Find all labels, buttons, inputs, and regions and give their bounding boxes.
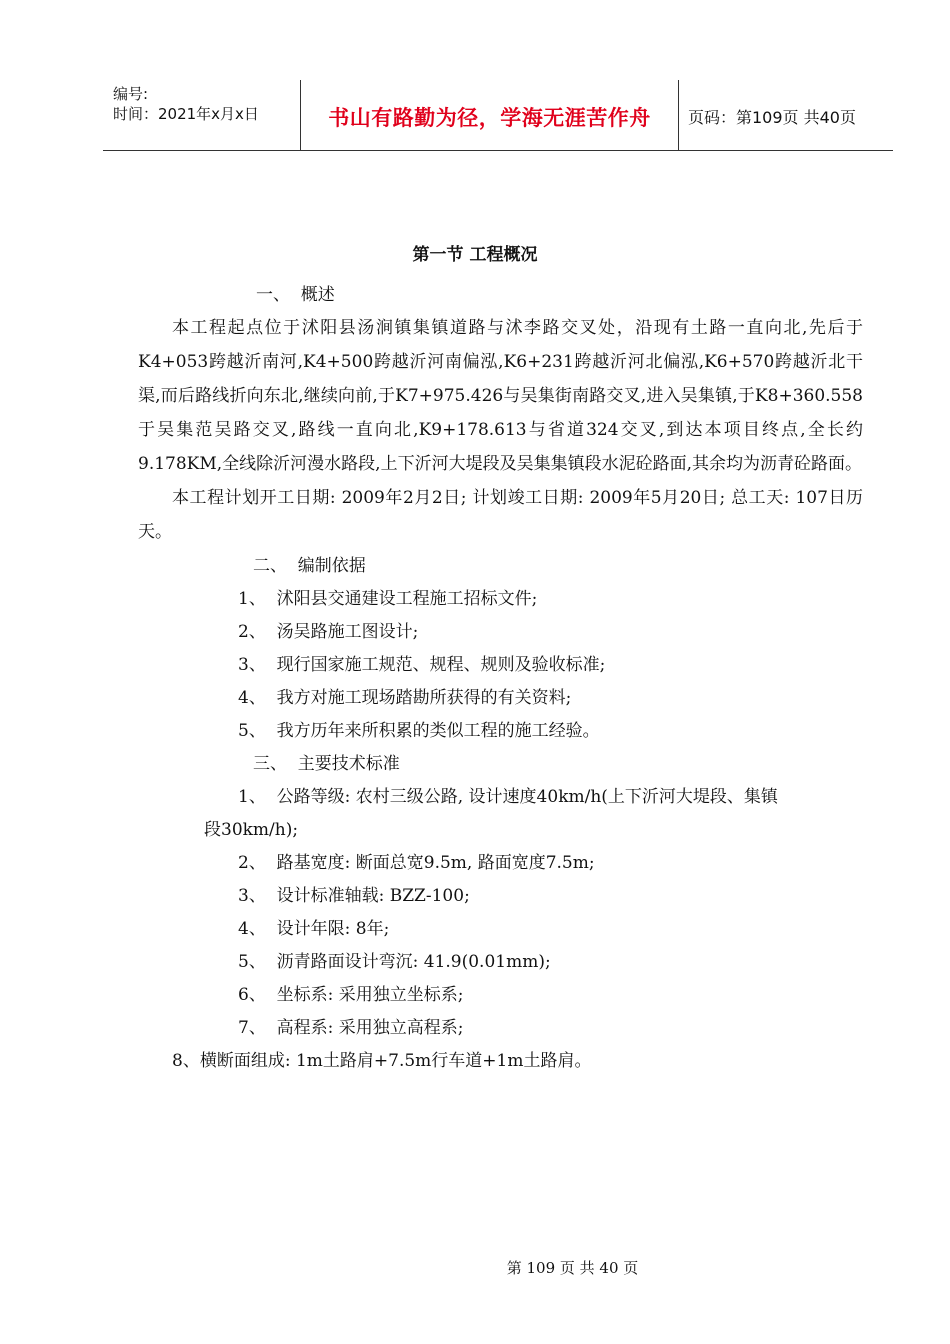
list-item: 1、 公路等级: 农村三级公路, 设计速度40km/h(上下沂河大堤段、集镇	[238, 787, 778, 807]
paragraph: 本工程计划开工日期: 2009年2月2日; 计划竣工日期: 2009年5月20日; 总工天: 107日历天。	[138, 488, 863, 542]
paragraph: 本工程起点位于沭阳县汤涧镇集镇道路与沭李路交叉处，沿现有土路一直向北,先后于K4+053跨越沂南河,K4+500跨越沂河南偏泓,K6+231跨越沂河北偏泓,K6+570跨越沂北干渠,而后路线折向东北,继续向前,于K7+975.426与吴集街南路交叉,进入吴集镇,于K8+360.558于吴集范吴路交叉,路线一直向北,K9+178.613与省道324交叉,到达本项目终点,全长约9.178KM,全线除沂河漫水路段,上下沂河大堤段及吴集集镇段水泥砼路面,其余均为沥青砼路面。	[138, 318, 863, 474]
header-motto: 书山有路勤为径，学海无涯苦作舟	[328, 106, 651, 130]
section-heading: 一、 概述	[256, 285, 335, 305]
section-heading: 二、 编制依据	[253, 556, 366, 576]
list-item: 5、 沥青路面设计弯沉: 41.9(0.01mm);	[238, 952, 551, 972]
list-item: 5、 我方历年来所积累的类似工程的施工经验。	[238, 721, 600, 741]
list-item: 1、 沭阳县交通建设工程施工招标文件;	[238, 589, 538, 609]
list-item: 4、 我方对施工现场踏勘所获得的有关资料;	[238, 688, 572, 708]
list-item: 2、 路基宽度: 断面总宽9.5m, 路面宽度7.5m;	[238, 853, 595, 873]
header-meta	[113, 84, 259, 124]
serial-number-label: 编号:	[113, 85, 149, 103]
document-body	[138, 280, 863, 1077]
list-item: 7、 高程系: 采用独立高程系;	[238, 1018, 464, 1038]
time-label: 时间：2021年x月x日	[113, 105, 259, 123]
page-footer: 第 109 页 共 40 页	[506, 1259, 639, 1277]
page-header	[103, 80, 893, 151]
header-page-info: 页码：第109页 共40页	[688, 108, 856, 127]
header-divider	[678, 80, 679, 150]
section-title: 第一节 工程概况	[412, 245, 538, 265]
list-item: 8、横断面组成: 1m土路肩+7.5m行车道+1m土路肩。	[172, 1051, 592, 1071]
section-heading: 三、 主要技术标准	[253, 754, 400, 774]
list-item: 6、 坐标系: 采用独立坐标系;	[238, 985, 464, 1005]
list-item: 3、 设计标准轴载: BZZ-100;	[238, 886, 470, 906]
list-item-continuation: 段30km/h);	[204, 820, 299, 840]
list-item: 2、 汤吴路施工图设计;	[238, 622, 419, 642]
list-item: 4、 设计年限: 8年;	[238, 919, 390, 939]
list-item: 3、 现行国家施工规范、规程、规则及验收标准;	[238, 655, 606, 675]
